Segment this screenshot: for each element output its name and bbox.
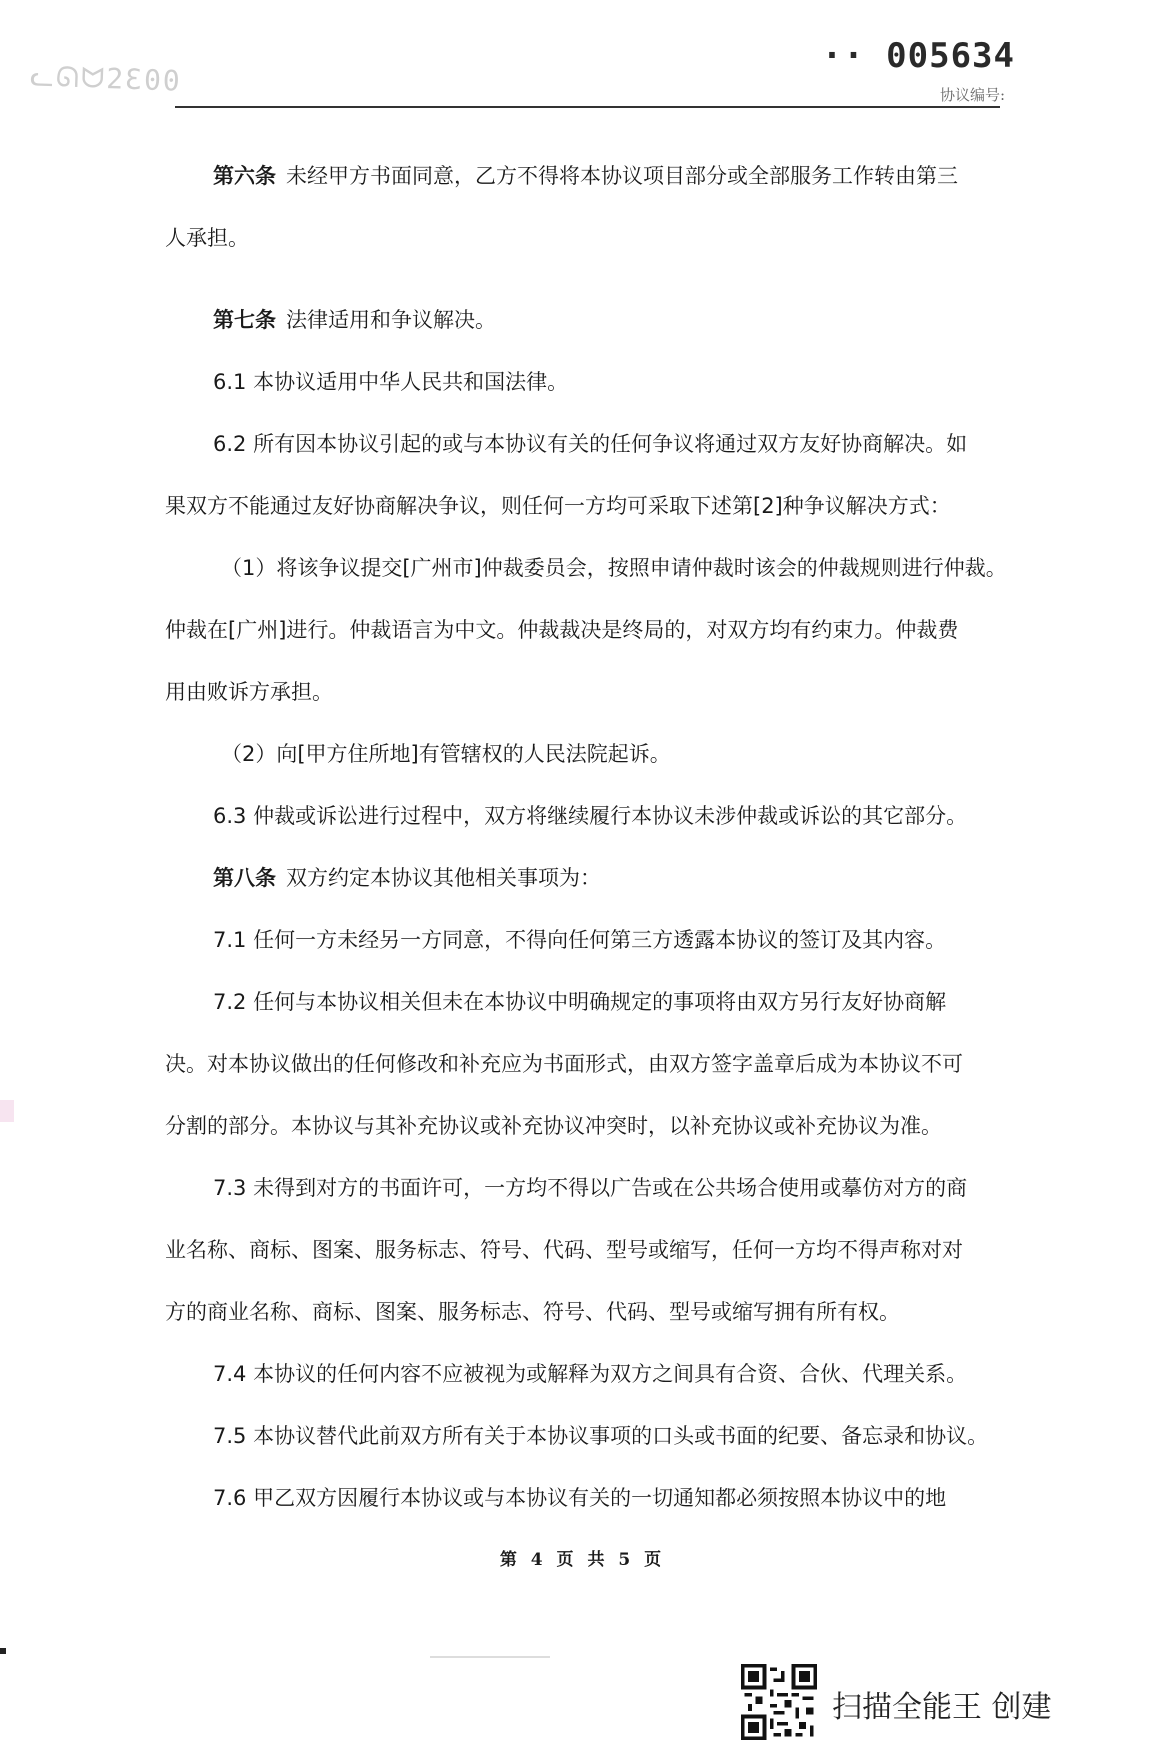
- document-body: [165, 145, 1007, 1529]
- scan-artifact: [0, 1100, 14, 1122]
- option-1-line-3: 用由败诉方承担。: [165, 680, 333, 704]
- article-8-title: 双方约定本协议其他相关事项为：: [286, 866, 601, 890]
- article-6: [165, 145, 1000, 269]
- option-1-line-1: （1）将该争议提交[广州市]仲裁委员会，按照申请仲裁时该会的仲裁规则进行仲裁。: [221, 556, 1007, 580]
- clause-7-2-line-3: 分割的部分。本协议与其补充协议或补充协议冲突时，以补充协议或补充协议为准。: [165, 1114, 942, 1138]
- clause-7-4: 7.4 本协议的任何内容不应被视为或解释为双方之间具有合资、合伙、代理关系。: [213, 1362, 968, 1386]
- clause-6-1: 6.1 本协议适用中华人民共和国法律。: [213, 370, 569, 394]
- page-indicator: 第 4 页 共 5 页: [499, 1550, 666, 1570]
- clause-6-2-line-1: 6.2 所有因本协议引起的或与本协议有关的任何争议将通过双方友好协商解决。如: [213, 432, 968, 456]
- clause-7-3-line-1: 7.3 未得到对方的书面许可，一方均不得以广告或在公共场合使用或摹仿对方的商: [213, 1176, 968, 1200]
- article-6-line-2: 人承担。: [165, 226, 249, 250]
- scan-artifact-dot: [0, 1648, 6, 1654]
- clause-7-5: 7.5 本协议替代此前双方所有关于本协议事项的口头或书面的纪要、备忘录和协议。: [213, 1424, 989, 1448]
- agreement-number-label: 协议编号:: [939, 86, 1005, 104]
- scanner-watermark-text: 扫描全能王 创建: [832, 1690, 1052, 1725]
- option-2: （2）向[甲方住所地]有管辖权的人民法院起诉。: [221, 742, 671, 766]
- article-8: [165, 847, 1000, 1529]
- clause-6-2-line-2: 果双方不能通过友好协商解决争议，则任何一方均可采取下述第[2]种争议解决方式：: [165, 494, 951, 518]
- scanner-watermark: [740, 1660, 1160, 1740]
- clause-6-3: 6.3 仲裁或诉讼进行过程中，双方将继续履行本协议未涉仲裁或诉讼的其它部分。: [213, 804, 968, 828]
- article-7-title: 法律适用和争议解决。: [286, 308, 496, 332]
- faded-stamp-mark: ᓚᘏᗢ2Ɛ00: [29, 59, 183, 98]
- scan-artifact-line: [430, 1656, 550, 1658]
- article-8-heading: 第八条: [213, 866, 276, 890]
- clause-7-2-line-2: 决。对本协议做出的任何修改和补充应为书面形式，由双方签字盖章后成为本协议不可: [165, 1052, 963, 1076]
- clause-7-1: 7.1 任何一方未经另一方同意，不得向任何第三方透露本协议的签订及其内容。: [213, 928, 947, 952]
- qr-code-icon: [740, 1664, 818, 1740]
- article-7-heading: 第七条: [213, 308, 276, 332]
- document-number: ·· 005634: [821, 36, 1015, 76]
- clause-7-6: 7.6 甲乙双方因履行本协议或与本协议有关的一切通知都必须按照本协议中的地: [213, 1486, 947, 1510]
- article-7: [165, 289, 1007, 847]
- article-6-heading: 第六条: [213, 164, 276, 188]
- article-6-line-1: 未经甲方书面同意，乙方不得将本协议项目部分或全部服务工作转由第三: [286, 164, 958, 188]
- option-1-line-2: 仲裁在[广州]进行。仲裁语言为中文。仲裁裁决是终局的，对双方均有约束力。仲裁费: [165, 618, 959, 642]
- header-divider: [175, 106, 1000, 108]
- clause-7-3-line-3: 方的商业名称、商标、图案、服务标志、符号、代码、型号或缩写拥有所有权。: [165, 1300, 900, 1324]
- clause-7-2-line-1: 7.2 任何与本协议相关但未在本协议中明确规定的事项将由双方另行友好协商解: [213, 990, 947, 1014]
- clause-7-3-line-2: 业名称、商标、图案、服务标志、符号、代码、型号或缩写，任何一方均不得声称对对: [165, 1238, 963, 1262]
